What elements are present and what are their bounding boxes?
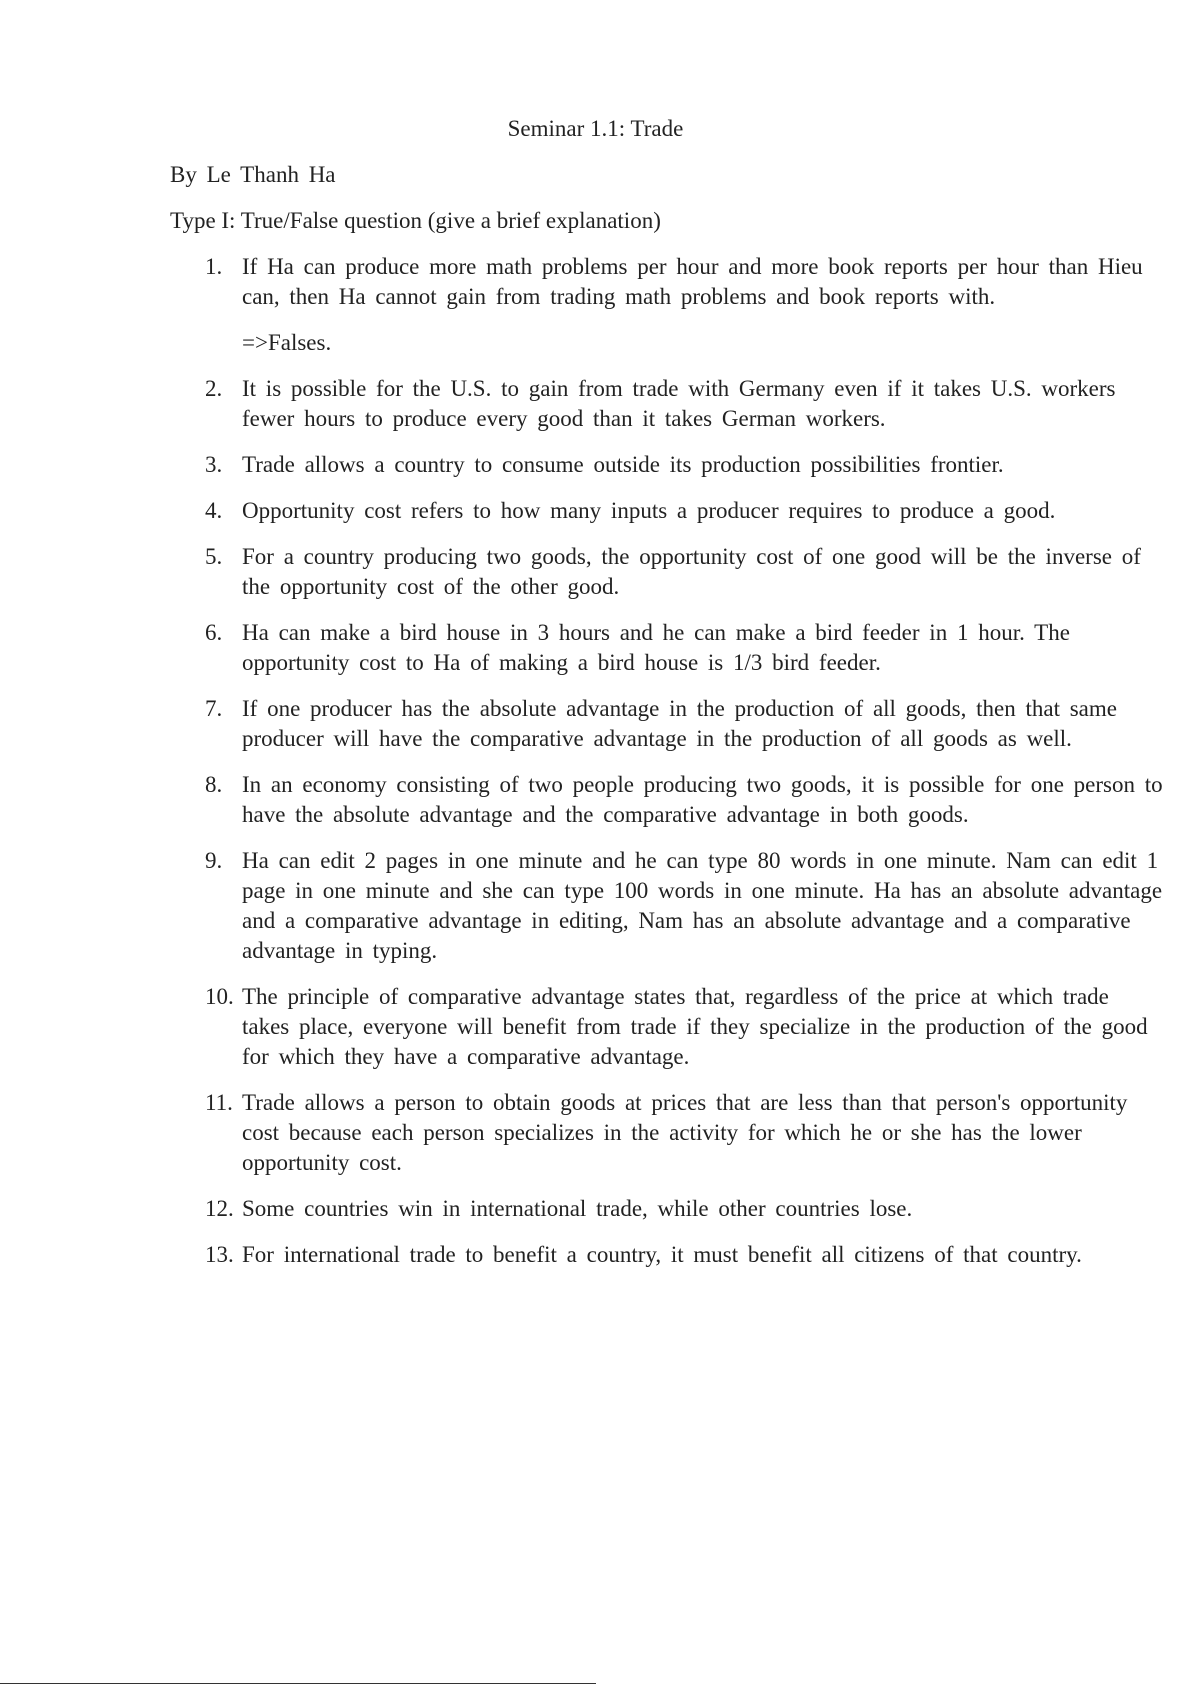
question-text: In an economy consisting of two people producing two goods, it is possible for one person to have the absolute advantage and the comparative advantage in both goods. [242, 772, 1163, 827]
question-text: Trade allows a country to consume outside its production possibilities frontier. [242, 452, 1004, 477]
question-text: If Ha can produce more math problems per hour and more book reports per hour than Hieu can, then Ha cannot gain from trading math problems and book reports with. [242, 254, 1143, 309]
question-text: It is possible for the U.S. to gain from trade with Germany even if it takes U.S. workers fewer hours to produce every good than it takes German workers. [242, 376, 1116, 431]
question-number: 2. [205, 376, 223, 401]
author-line: By Le Thanh Ha [170, 162, 336, 187]
question-text: Trade allows a person to obtain goods at prices that are less than that person's opportunity cost because each person specializes in the activity for which he or she has the lower opportunity cost. [242, 1090, 1128, 1175]
list-item [205, 770, 1165, 830]
question-number: 6. [205, 620, 223, 645]
question-number: 5. [205, 544, 223, 569]
list-item [205, 542, 1165, 602]
question-text: Ha can edit 2 pages in one minute and he can type 80 words in one minute. Nam can edit 1 page in one minute and she can type 100 words in one minute. Ha has an absolute advantage and a comparative advantage in editing, Nam has an absolute advantage and a comparative advantage in typing. [242, 848, 1163, 963]
document-title: Seminar 1.1: Trade [507, 116, 684, 141]
list-item [205, 1194, 1165, 1224]
list-item [205, 982, 1165, 1072]
question-text: Ha can make a bird house in 3 hours and he can make a bird feeder in 1 hour. The opportunity cost to Ha of making a bird house is 1/3 bird feeder. [242, 620, 1070, 675]
question-number: 12. [205, 1196, 234, 1221]
question-text: Some countries win in international trade, while other countries lose. [242, 1196, 913, 1221]
question-number: 3. [205, 452, 223, 477]
question-number: 10. [205, 984, 234, 1009]
answer-text: =>Falses. [242, 330, 332, 355]
question-text: If one producer has the absolute advantage in the production of all goods, then that same producer will have the comparative advantage in the production of all goods as well. [242, 696, 1117, 751]
list-item [205, 374, 1165, 434]
question-text: For international trade to benefit a country, it must benefit all citizens of that country. [242, 1242, 1082, 1267]
question-number: 13. [205, 1242, 234, 1267]
question-number: 8. [205, 772, 223, 797]
list-item [205, 496, 1165, 526]
question-number: 1. [205, 254, 223, 279]
question-number: 9. [205, 848, 223, 873]
list-item [205, 1240, 1165, 1270]
question-number: 7. [205, 696, 223, 721]
list-item [205, 694, 1165, 754]
question-list [205, 252, 1165, 1286]
list-item [205, 252, 1165, 358]
list-item [205, 846, 1165, 966]
question-number: 4. [205, 498, 223, 523]
list-item [205, 618, 1165, 678]
question-text: For a country producing two goods, the opportunity cost of one good will be the inverse of the opportunity cost of the other good. [242, 544, 1141, 599]
list-item [205, 1088, 1165, 1178]
section-heading: Type I: True/False question (give a brief explanation) [170, 208, 661, 233]
question-text: The principle of comparative advantage states that, regardless of the price at which trade takes place, everyone will benefit from trade if they specialize in the production of the good for which they have a comparative advantage. [242, 984, 1148, 1069]
question-text: Opportunity cost refers to how many inputs a producer requires to produce a good. [242, 498, 1056, 523]
footnote-divider [0, 1683, 596, 1684]
question-number: 11. [205, 1090, 233, 1115]
list-item [205, 450, 1165, 480]
